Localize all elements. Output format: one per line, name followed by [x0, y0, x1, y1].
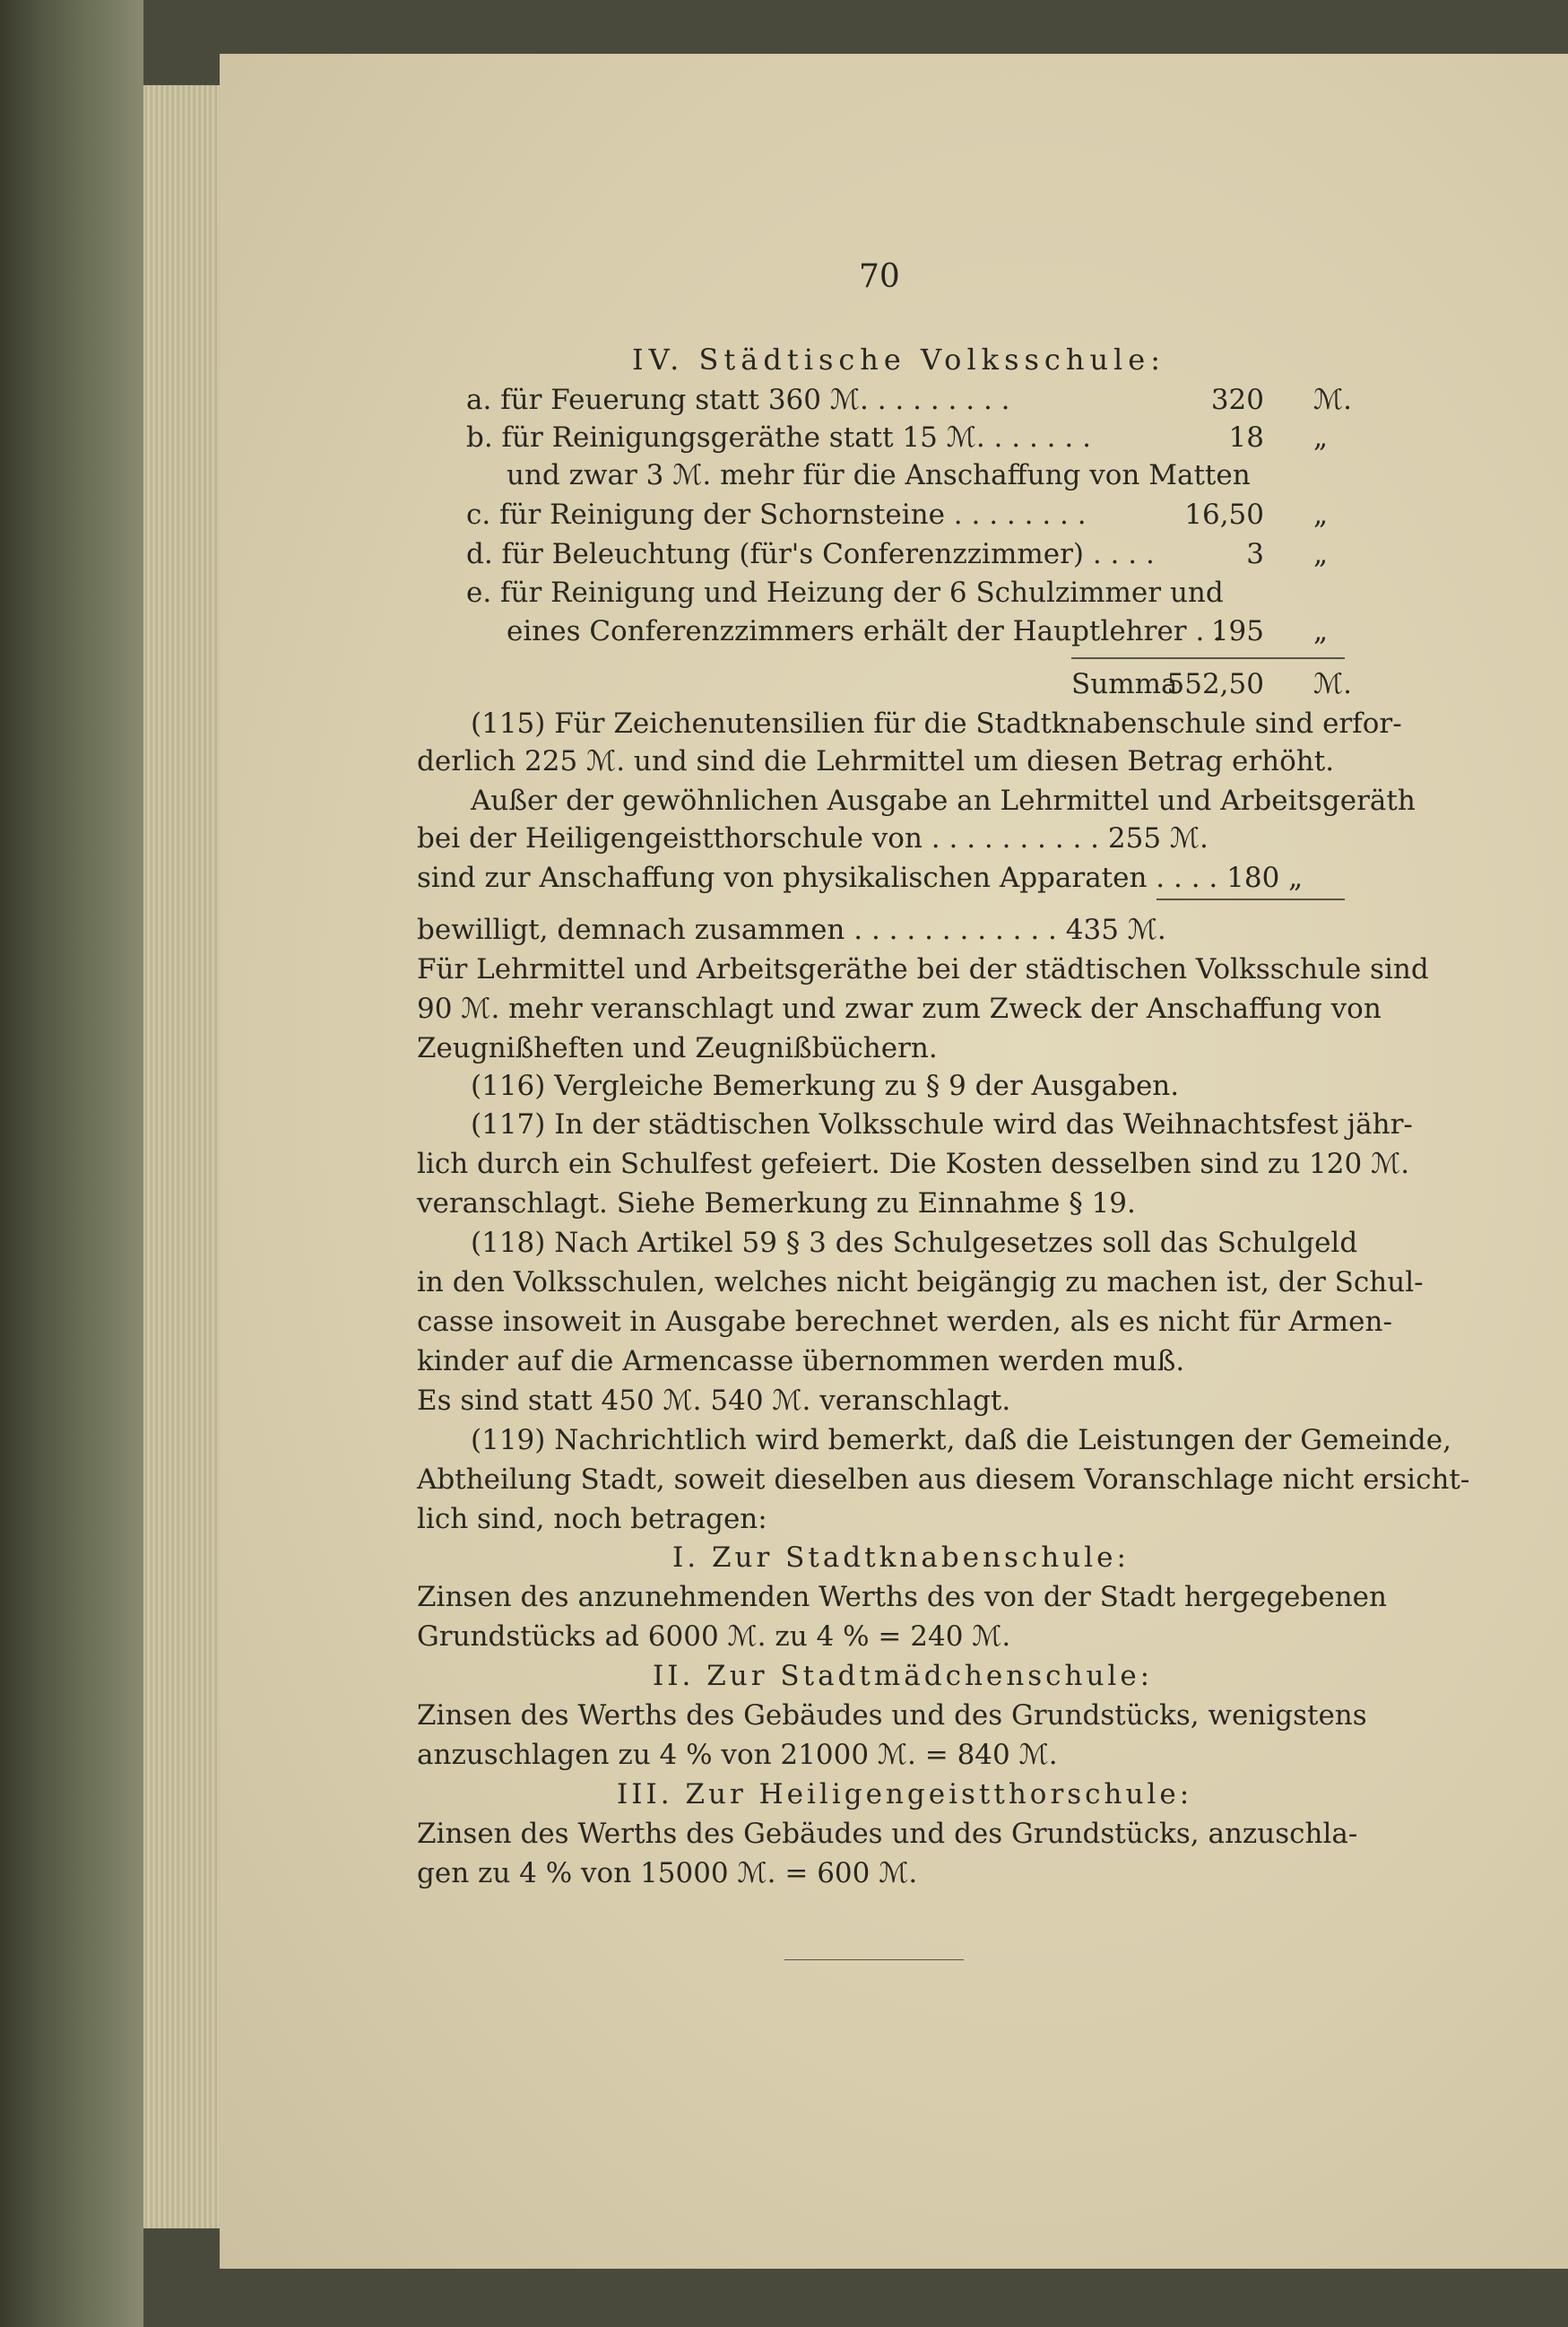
- note-117-line-3: veranschlagt. Siehe Bemerkung zu Einnahme § 19.: [417, 1187, 1136, 1220]
- item-b-continuation: und zwar 3 ℳ. mehr für die Anschaffung von Matten: [507, 459, 1251, 491]
- subtotal-rule: [1157, 899, 1345, 900]
- stadtknabenschule-line-2: Grundstücks ad 6000 ℳ. zu 4 % = 240 ℳ.: [417, 1620, 1011, 1653]
- item-e-label: e. für Reinigung und Heizung der 6 Schulzimmer und: [466, 577, 1224, 609]
- note-117-line-1: (117) In der städtischen Volksschule wird das Weihnachtsfest jähr-: [471, 1108, 1413, 1141]
- note-115-line-9: Zeugnißheften und Zeugnißbüchern.: [417, 1032, 938, 1064]
- item-b-label: b. für Reinigungsgeräthe statt 15 ℳ. . . . . . .: [466, 421, 1091, 454]
- stadtmaedchenschule-line-1: Zinsen des Werths des Gebäudes und des Grundstücks, wenigstens: [417, 1699, 1367, 1732]
- heiligengeistthorschule-line-1: Zinsen des Werths des Gebäudes und des Grundstücks, anzuschla-: [417, 1818, 1358, 1850]
- note-119-line-3: lich sind, noch betragen:: [417, 1503, 767, 1535]
- stadtmaedchenschule-line-2: anzuschlagen zu 4 % von 21000 ℳ. = 840 ℳ.: [417, 1739, 1058, 1771]
- item-d-amount: 3: [1246, 538, 1264, 570]
- item-e-continuation: eines Conferenzzimmers erhält der Hauptlehrer . .: [507, 615, 1223, 647]
- note-115-line-6: bewilligt, demnach zusammen . . . . . . . . . . . . 435 ℳ.: [417, 914, 1166, 946]
- stadtknabenschule-line-1: Zinsen des anzunehmenden Werths des von der Stadt hergegebenen: [417, 1581, 1387, 1613]
- item-e-amount: 195: [1210, 615, 1264, 647]
- summa-label: Summa: [1071, 668, 1178, 700]
- summa-amount: 552,50: [1166, 668, 1264, 700]
- note-116: (116) Vergleiche Bemerkung zu § 9 der Ausgaben.: [471, 1070, 1180, 1102]
- note-115-line-8: 90 ℳ. mehr veranschlagt und zwar zum Zweck der Anschaffung von: [417, 993, 1382, 1025]
- note-119-line-1: (119) Nachrichtlich wird bemerkt, daß die Leistungen der Gemeinde,: [471, 1424, 1451, 1456]
- note-117-line-2: lich durch ein Schulfest gefeiert. Die Kosten desselben sind zu 120 ℳ.: [417, 1148, 1410, 1180]
- note-118-line-5: Es sind statt 450 ℳ. 540 ℳ. veranschlagt.: [417, 1385, 1011, 1417]
- item-c-amount: 16,50: [1184, 499, 1264, 531]
- item-e-unit: „: [1313, 615, 1329, 647]
- item-b-unit: „: [1313, 421, 1329, 454]
- book-spine: [0, 0, 143, 2327]
- subheading-heiligengeistthorschule: III. Zur Heiligengeistthorschule:: [617, 1778, 1193, 1810]
- note-118-line-4: kinder auf die Armencasse übernommen werden muß.: [417, 1345, 1185, 1377]
- note-119-line-2: Abtheilung Stadt, soweit dieselben aus diesem Voranschlage nicht ersicht-: [417, 1463, 1470, 1496]
- sum-rule: [1071, 657, 1345, 659]
- item-c-label: c. für Reinigung der Schornsteine . . . . . . . .: [466, 499, 1087, 531]
- item-c-unit: „: [1313, 499, 1329, 531]
- note-115-line-2: derlich 225 ℳ. und sind die Lehrmittel um diesen Betrag erhöht.: [417, 745, 1335, 777]
- item-b-amount: 18: [1228, 421, 1264, 454]
- section-heading: IV. Städtische Volksschule:: [632, 343, 1165, 377]
- note-115-line-7: Für Lehrmittel und Arbeitsgeräthe bei der städtischen Volksschule sind: [417, 953, 1429, 986]
- page-edges: [143, 85, 224, 2228]
- note-118-line-2: in den Volksschulen, welches nicht beigängig zu machen ist, der Schul-: [417, 1266, 1424, 1298]
- note-115-line-3: Außer der gewöhnlichen Ausgabe an Lehrmittel und Arbeitsgeräth: [471, 785, 1416, 817]
- subheading-stadtmaedchenschule: II. Zur Stadtmädchenschule:: [653, 1660, 1154, 1692]
- note-118-line-1: (118) Nach Artikel 59 § 3 des Schulgesetzes soll das Schulgeld: [471, 1227, 1358, 1259]
- subheading-stadtknabenschule: I. Zur Stadtknabenschule:: [672, 1541, 1130, 1574]
- summa-unit: ℳ.: [1313, 668, 1353, 700]
- note-115-line-1: (115) Für Zeichenutensilien für die Stadtknabenschule sind erfor-: [471, 708, 1402, 740]
- item-d-unit: „: [1313, 538, 1329, 570]
- page-number: 70: [859, 258, 900, 295]
- note-115-line-5: sind zur Anschaffung von physikalischen Apparaten . . . . 180 „: [417, 862, 1304, 894]
- note-118-line-3: casse insoweit in Ausgabe berechnet werden, als es nicht für Armen-: [417, 1306, 1392, 1338]
- note-115-line-4: bei der Heiligengeistthorschule von . . . . . . . . . . 255 ℳ.: [417, 822, 1208, 855]
- item-a-amount: 320: [1210, 384, 1264, 416]
- end-rule: [784, 1959, 964, 1960]
- heiligengeistthorschule-line-2: gen zu 4 % von 15000 ℳ. = 600 ℳ.: [417, 1857, 918, 1889]
- item-a-label: a. für Feuerung statt 360 ℳ. . . . . . . . .: [466, 384, 1010, 416]
- item-d-label: d. für Beleuchtung (für's Conferenzzimmer) . . . .: [466, 538, 1155, 570]
- item-a-unit: ℳ.: [1313, 384, 1353, 416]
